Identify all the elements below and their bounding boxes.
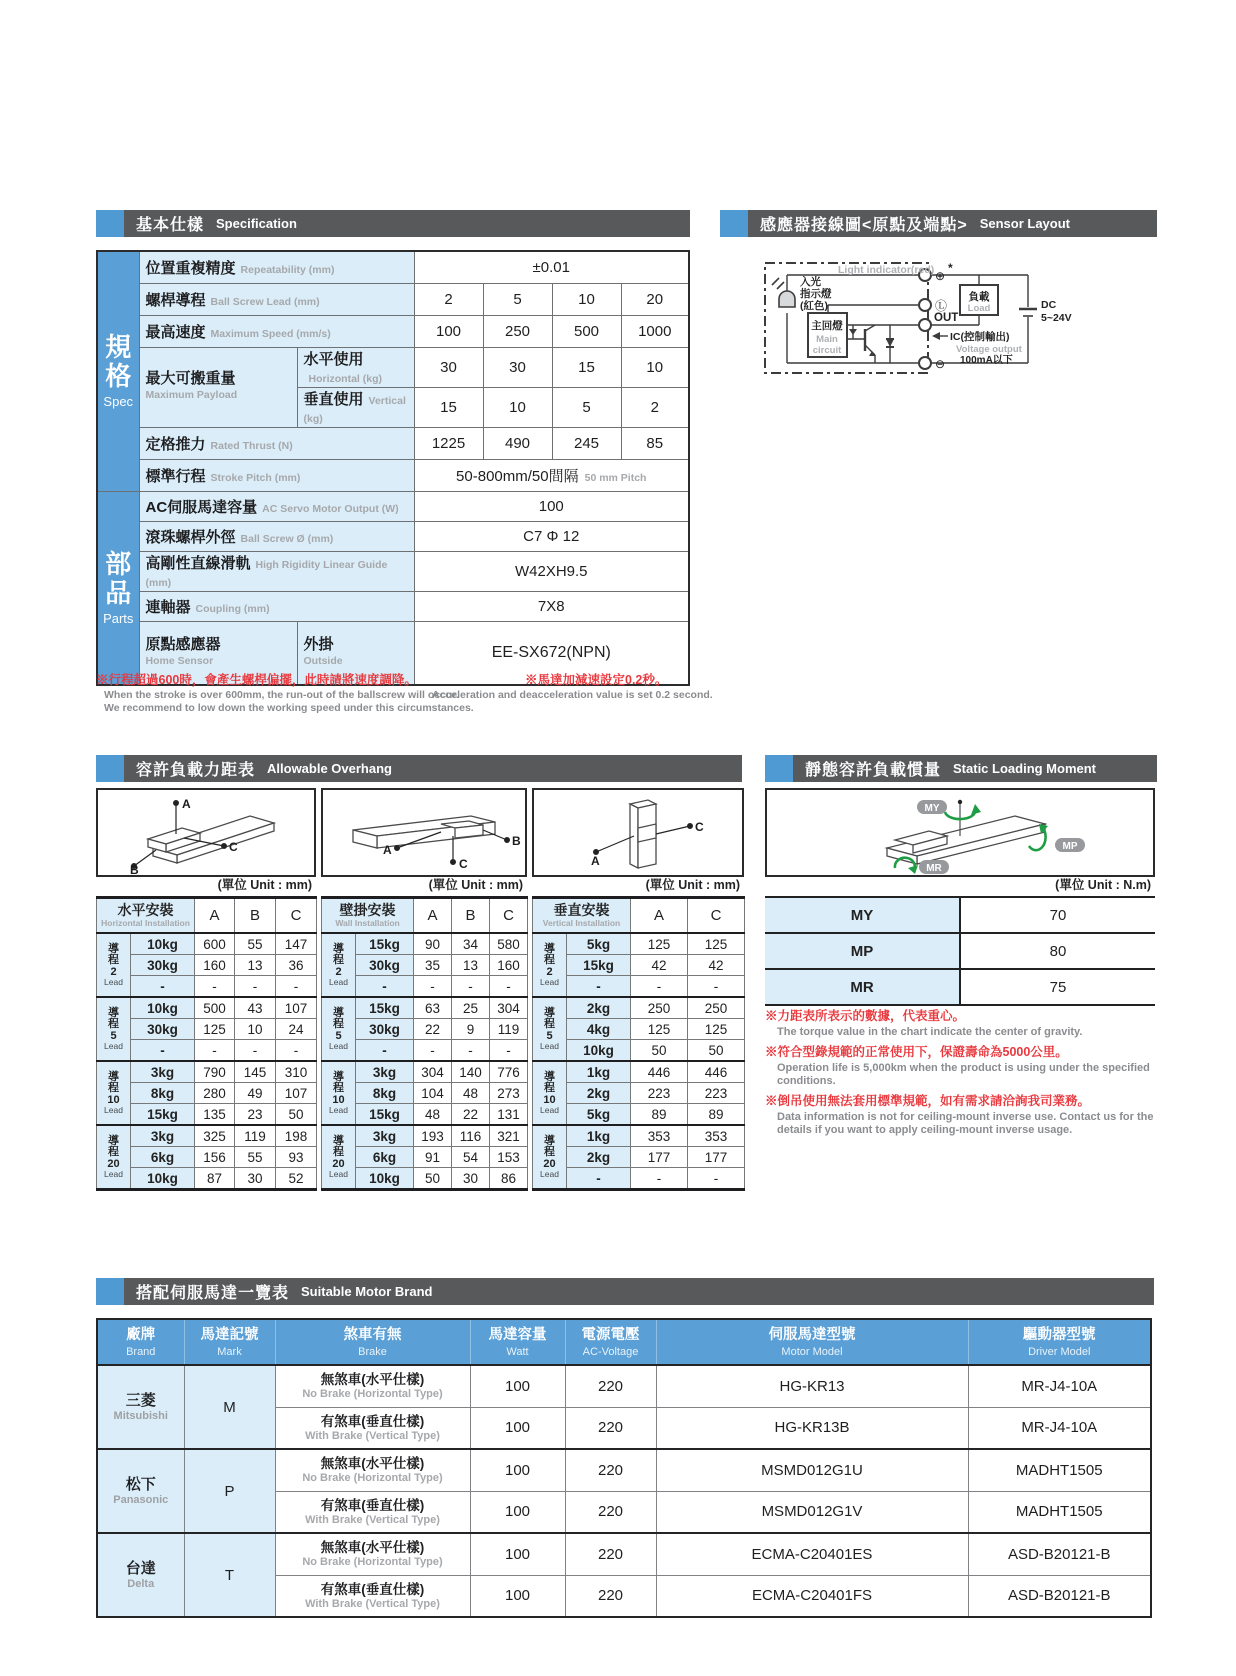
moment-note-zh: ※力距表所表示的數據，代表重心。 xyxy=(765,1009,966,1023)
brand-group-mitsubishi xyxy=(97,1365,1151,1449)
rail-drawing xyxy=(630,800,656,868)
terminal-minus-symbol: ⊖ xyxy=(935,357,946,371)
lead-label: 導程 10 Lead xyxy=(533,1061,567,1125)
col-c: C xyxy=(490,898,528,934)
payload-h-value: 10 xyxy=(621,347,689,387)
row-label-thrust: 定格推力 Rated Thrust (N) xyxy=(139,427,414,459)
lead-label: 導程 20 Lead xyxy=(322,1125,356,1190)
brand-cell: 台達 Delta xyxy=(97,1533,184,1617)
overhang-section-header xyxy=(96,755,742,782)
rail-drawing xyxy=(148,816,274,863)
main-circuit-zh: 主回燈 xyxy=(811,320,843,332)
row-label-screw-dia: 滾珠螺桿外徑 Ball Screw Ø (mm) xyxy=(139,521,414,551)
watt-cell: 100 xyxy=(470,1365,565,1407)
thrust-value: 490 xyxy=(483,427,552,459)
payload-v-value: 2 xyxy=(621,387,689,427)
mark-cell: M xyxy=(184,1365,275,1449)
dc-label: DC xyxy=(1041,299,1057,311)
lead-value: 2 xyxy=(414,283,483,315)
speed-value: 250 xyxy=(483,315,552,347)
coupling-value: 7X8 xyxy=(414,591,689,621)
brand-cell: 松下 Panasonic xyxy=(97,1449,184,1533)
voltage-cell: 220 xyxy=(565,1575,656,1617)
header-ac-voltage: 電源電壓 AC-Voltage xyxy=(565,1319,656,1365)
lead-label: 導程 2 Lead xyxy=(322,933,356,997)
motor-model-cell: HG-KR13 xyxy=(656,1365,968,1407)
col-c: C xyxy=(276,898,317,934)
point-a-label: A xyxy=(182,797,191,811)
brake-cell: 無煞車(水平仕樣) No Brake (Horizontal Type) xyxy=(275,1449,470,1491)
row-label-lead: 螺桿導程 Ball Screw Lead (mm) xyxy=(139,283,414,315)
row-label-stroke: 標準行程 Stroke Pitch (mm) xyxy=(139,459,414,491)
moment-mr-label: MR xyxy=(765,969,960,1005)
lead-5-group: 導程 5 Lead 15kg 63 25 304 30kg 22 9 119 - - - - xyxy=(322,997,528,1061)
moment-note-en: Data information is not for ceiling-mount inverse use. Contact us for the details if you want to apply ceiling-mount inverse usage. xyxy=(777,1110,1154,1136)
row-label-home-sensor: 原點感應器 Home Sensor xyxy=(139,621,297,685)
motor-header-en: Suitable Motor Brand xyxy=(301,1284,433,1299)
unit-label-nm: (單位 Unit : N.m) xyxy=(1055,878,1151,892)
moment-notes xyxy=(765,1008,1157,1142)
row-label-home-sensor-outside: 外掛 Outside xyxy=(297,621,414,685)
table-title: 壁掛安裝 Wall Installation xyxy=(322,898,414,934)
table-title: 垂直安裝 Vertical Installation xyxy=(533,898,631,934)
overhang-table-wall xyxy=(321,896,528,1191)
horizontal-install-diagram xyxy=(96,788,316,877)
header-motor-model: 伺服馬達型號 Motor Model xyxy=(656,1319,968,1365)
brake-cell: 有煞車(垂直仕樣) With Brake (Vertical Type) xyxy=(275,1575,470,1617)
payload-h-value: 15 xyxy=(552,347,621,387)
payload-v-value: 5 xyxy=(552,387,621,427)
thrust-value: 1225 xyxy=(414,427,483,459)
lead-label: 導程 5 Lead xyxy=(97,997,131,1061)
point-c-label: C xyxy=(695,820,704,834)
row-label-coupling: 連軸器 Coupling (mm) xyxy=(139,591,414,621)
voltage-output-label: Voltage output xyxy=(956,344,1022,355)
header-watt: 馬達容量 Watt xyxy=(470,1319,565,1365)
spec-note-en-1a: When the stroke is over 600mm, the run-out of the ballscrew will occur. xyxy=(104,689,459,701)
row-label-speed: 最高速度 Maximum Speed (mm/s) xyxy=(139,315,414,347)
mr-badge: MR xyxy=(926,863,942,874)
speed-value: 500 xyxy=(552,315,621,347)
light-indicator-en: Light indicator(red) xyxy=(838,264,935,276)
screw-dia-value: C7 Φ 12 xyxy=(414,521,689,551)
sensor-header-zh: 感應器接線圖<原點及端點> xyxy=(760,217,968,234)
brake-cell: 無煞車(水平仕樣) No Brake (Horizontal Type) xyxy=(275,1365,470,1407)
motor-section-header xyxy=(96,1278,1154,1305)
mark-cell: P xyxy=(184,1449,275,1533)
moment-section-header xyxy=(765,755,1157,782)
wall-install-diagram xyxy=(321,788,527,877)
col-b: B xyxy=(235,898,276,934)
row-label-guide: 高剛性直線滑軌 High Rigidity Linear Guide (mm) xyxy=(139,551,414,591)
point-a-label: A xyxy=(383,843,392,857)
header-accent-square xyxy=(720,210,748,237)
spec-header-zh: 基本仕樣 xyxy=(136,217,205,234)
watt-cell: 100 xyxy=(470,1575,565,1617)
brake-cell: 無煞車(水平仕樣) No Brake (Horizontal Type) xyxy=(275,1533,470,1575)
driver-model-cell: ASD-B20121-B xyxy=(968,1533,1151,1575)
moment-mr-value: 75 xyxy=(960,969,1155,1005)
spec-header-en: Specification xyxy=(216,216,297,231)
light-indicator-zh-2: 指示燈 xyxy=(800,288,832,300)
spec-note-red-1: ※行程超過600時，會產生螺桿偏擺，此時請將速度調降。 xyxy=(96,673,417,687)
vertical-install-diagram xyxy=(532,788,744,877)
lead-10-group: 導程 10 Lead 1kg 446 446 2kg 223 223 5kg 89 89 xyxy=(533,1061,745,1125)
overhang-table-vertical xyxy=(532,896,745,1191)
static-moment-diagram xyxy=(765,788,1155,877)
header-accent-square xyxy=(96,755,124,782)
current-limit-label: 100mA以下 xyxy=(960,355,1013,366)
brake-cell: 有煞車(垂直仕樣) With Brake (Vertical Type) xyxy=(275,1491,470,1533)
terminal-plus-symbol: ⊕ xyxy=(935,269,946,283)
guide-value: W42XH9.5 xyxy=(414,551,689,591)
parts-band: 部品 Parts xyxy=(97,491,139,685)
watt-cell: 100 xyxy=(470,1533,565,1575)
watt-cell: 100 xyxy=(470,1449,565,1491)
header-accent-square xyxy=(765,755,793,782)
spec-section-header xyxy=(96,210,690,237)
lead-20-group: 導程 20 Lead 1kg 353 353 2kg 177 177 - - - xyxy=(533,1125,745,1190)
lead-10-group: 導程 10 Lead 3kg 304 140 776 8kg 104 48 273 15kg 48 22 131 xyxy=(322,1061,528,1125)
terminal-out-label: OUT xyxy=(934,312,959,324)
lead-label: 導程 20 Lead xyxy=(97,1125,131,1190)
lead-label: 導程 2 Lead xyxy=(97,933,131,997)
moment-mp-label: MP xyxy=(765,933,960,969)
brand-group-delta xyxy=(97,1533,1151,1617)
watt-cell: 100 xyxy=(470,1407,565,1449)
home-sensor-value: EE-SX672(NPN) xyxy=(414,621,689,685)
lead-label: 導程 5 Lead xyxy=(322,997,356,1061)
lead-label: 導程 2 Lead xyxy=(533,933,567,997)
motor-model-cell: HG-KR13B xyxy=(656,1407,968,1449)
header-accent-square xyxy=(96,1278,124,1305)
row-label-payload-horizontal: 水平使用Horizontal (kg) xyxy=(297,347,414,387)
point-c-label: C xyxy=(229,840,238,854)
servo-value: 100 xyxy=(414,491,689,521)
header-driver-model: 驅動器型號 Driver Model xyxy=(968,1319,1151,1365)
driver-model-cell: MADHT1505 xyxy=(968,1449,1151,1491)
thrust-value: 245 xyxy=(552,427,621,459)
lead-label: 導程 10 Lead xyxy=(97,1061,131,1125)
lead-20-group: 導程 20 Lead 3kg 193 116 321 6kg 91 54 153 10kg 50 30 86 xyxy=(322,1125,528,1190)
spec-note-en-2: Acceleration and deacceleration value is set 0.2 second. xyxy=(432,689,713,701)
motor-model-cell: ECMA-C20401FS xyxy=(656,1575,968,1617)
moment-note-zh: ※倒吊使用無法套用標準規範，如有需求請洽詢我司業務。 xyxy=(765,1093,1091,1108)
voltage-cell: 220 xyxy=(565,1491,656,1533)
overhang-table-horizontal xyxy=(96,896,317,1191)
unit-label-mm: (單位 Unit : mm) xyxy=(217,878,312,892)
speed-value: 1000 xyxy=(621,315,689,347)
lead-value: 10 xyxy=(552,283,621,315)
moment-note-en: The torque value in the chart indicate the center of gravity. xyxy=(777,1026,1083,1038)
brand-cell: 三菱 Mitsubishi xyxy=(97,1365,184,1449)
thrust-value: 85 xyxy=(621,427,689,459)
table-title: 水平安裝 Horizontal Installation xyxy=(97,898,195,934)
main-circuit-en-2: circuit xyxy=(812,345,842,356)
payload-v-value: 10 xyxy=(483,387,552,427)
header-accent-square xyxy=(96,210,124,237)
lead-5-group: 導程 5 Lead 10kg 500 43 107 30kg 125 10 24 - - - - xyxy=(97,997,317,1061)
moment-my-label: MY xyxy=(765,897,960,933)
motor-header-zh: 搭配伺服馬達一覽表 xyxy=(136,1285,290,1302)
load-en: Load xyxy=(967,303,991,314)
lead-2-group: 導程 2 Lead 10kg 600 55 147 30kg 160 13 36 - - - - xyxy=(97,933,317,997)
voltage-cell: 220 xyxy=(565,1449,656,1491)
unit-label-mm: (單位 Unit : mm) xyxy=(428,878,523,892)
rail-drawing xyxy=(353,816,495,848)
terminal-l-symbol: Ⓛ xyxy=(935,299,948,313)
main-circuit-en-1: Main xyxy=(816,334,838,345)
col-a: A xyxy=(631,898,688,934)
lead-label: 導程 20 Lead xyxy=(533,1125,567,1190)
light-indicator-zh-3: (紅色) xyxy=(800,300,828,312)
motor-brand-table xyxy=(96,1318,1152,1618)
moment-mp-value: 80 xyxy=(960,933,1155,969)
moment-header-en: Static Loading Moment xyxy=(953,761,1097,776)
spec-band: 規格 Spec xyxy=(97,251,139,491)
voltage-cell: 220 xyxy=(565,1365,656,1407)
payload-h-value: 30 xyxy=(414,347,483,387)
payload-v-value: 15 xyxy=(414,387,483,427)
spec-table xyxy=(96,250,690,686)
rail-drawing xyxy=(887,816,1045,864)
my-badge: MY xyxy=(924,803,940,814)
load-zh: 負載 xyxy=(968,291,990,303)
driver-model-cell: MR-J4-10A xyxy=(968,1365,1151,1407)
payload-h-value: 30 xyxy=(483,347,552,387)
lead-20-group: 導程 20 Lead 3kg 325 119 198 6kg 156 55 93 10kg 87 30 52 xyxy=(97,1125,317,1190)
lead-10-group: 導程 10 Lead 3kg 790 145 310 8kg 280 49 107 15kg 135 23 50 xyxy=(97,1061,317,1125)
mp-badge: MP xyxy=(1062,841,1078,852)
driver-model-cell: MADHT1505 xyxy=(968,1491,1151,1533)
lead-label: 導程 10 Lead xyxy=(322,1061,356,1125)
brand-group-panasonic xyxy=(97,1449,1151,1533)
ic-control-output-label: IC(控制輸出) xyxy=(950,331,1010,343)
moment-my-value: 70 xyxy=(960,897,1155,933)
lead-2-group: 導程 2 Lead 5kg 125 125 15kg 42 42 - - - xyxy=(533,933,745,997)
point-a-label: A xyxy=(591,854,600,868)
driver-model-cell: MR-J4-10A xyxy=(968,1407,1151,1449)
motor-model-cell: MSMD012G1V xyxy=(656,1491,968,1533)
watt-cell: 100 xyxy=(470,1491,565,1533)
lead-label: 導程 5 Lead xyxy=(533,997,567,1061)
moment-note-en: Operation life is 5,000km when the product is using under the specified conditions. xyxy=(777,1061,1150,1087)
driver-model-cell: ASD-B20121-B xyxy=(968,1575,1151,1617)
motor-model-cell: ECMA-C20401ES xyxy=(656,1533,968,1575)
motor-model-cell: MSMD012G1U xyxy=(656,1449,968,1491)
dc-voltage-range: 5~24V xyxy=(1041,312,1072,324)
voltage-cell: 220 xyxy=(565,1533,656,1575)
moment-header-zh: 靜態容許負載慣量 xyxy=(805,762,942,779)
lead-value: 20 xyxy=(621,283,689,315)
col-a: A xyxy=(414,898,452,934)
repeatability-value: ±0.01 xyxy=(414,251,689,283)
spec-note-en-1b: We recommend to low down the working speed under this circumstances. xyxy=(104,702,474,714)
col-c: C xyxy=(688,898,745,934)
lead-2-group: 導程 2 Lead 15kg 90 34 580 30kg 35 13 160 - - - - xyxy=(322,933,528,997)
lead-value: 5 xyxy=(483,283,552,315)
moment-note-zh: ※符合型錄規範的正常使用下，保證壽命為5000公里。 xyxy=(765,1044,1068,1059)
sensor-section-header xyxy=(720,210,1157,237)
sensor-header-en: Sensor Layout xyxy=(979,216,1070,231)
stroke-value: 50-800mm/50間隔 50 mm Pitch xyxy=(414,459,689,491)
row-label-payload-vertical: 垂直使用 Vertical (kg) xyxy=(297,387,414,427)
unit-label-mm: (單位 Unit : mm) xyxy=(645,878,740,892)
header-mark: 馬達記號 Mark xyxy=(184,1319,275,1365)
point-b-label: B xyxy=(130,863,139,875)
mark-cell: T xyxy=(184,1533,275,1617)
light-indicator-zh-1: 入光 xyxy=(800,276,821,288)
sensor-wiring-diagram xyxy=(760,255,1170,381)
speed-value: 100 xyxy=(414,315,483,347)
brake-cell: 有煞車(垂直仕樣) With Brake (Vertical Type) xyxy=(275,1407,470,1449)
terminal-asterisk: * xyxy=(948,261,953,275)
row-label-repeatability: 位置重複精度 Repeatability (mm) xyxy=(139,251,414,283)
col-a: A xyxy=(195,898,235,934)
col-b: B xyxy=(452,898,490,934)
point-b-label: B xyxy=(512,834,521,848)
point-c-label: C xyxy=(459,857,468,871)
row-label-payload: 最大可搬重量 Maximum Payload xyxy=(139,347,297,427)
header-brand: 廠牌 Brand xyxy=(97,1319,184,1365)
header-brake: 煞車有無 Brake xyxy=(275,1319,470,1365)
spec-note-red-2: ※馬達加減速設定0.2秒。 xyxy=(525,673,668,687)
lead-5-group: 導程 5 Lead 2kg 250 250 4kg 125 125 10kg 50 50 xyxy=(533,997,745,1061)
voltage-cell: 220 xyxy=(565,1407,656,1449)
overhang-header-zh: 容許負載力距表 xyxy=(136,762,256,779)
row-label-servo: AC伺服馬達容量 AC Servo Motor Output (W) xyxy=(139,491,414,521)
overhang-header-en: Allowable Overhang xyxy=(267,761,392,776)
static-moment-table xyxy=(765,896,1155,1006)
